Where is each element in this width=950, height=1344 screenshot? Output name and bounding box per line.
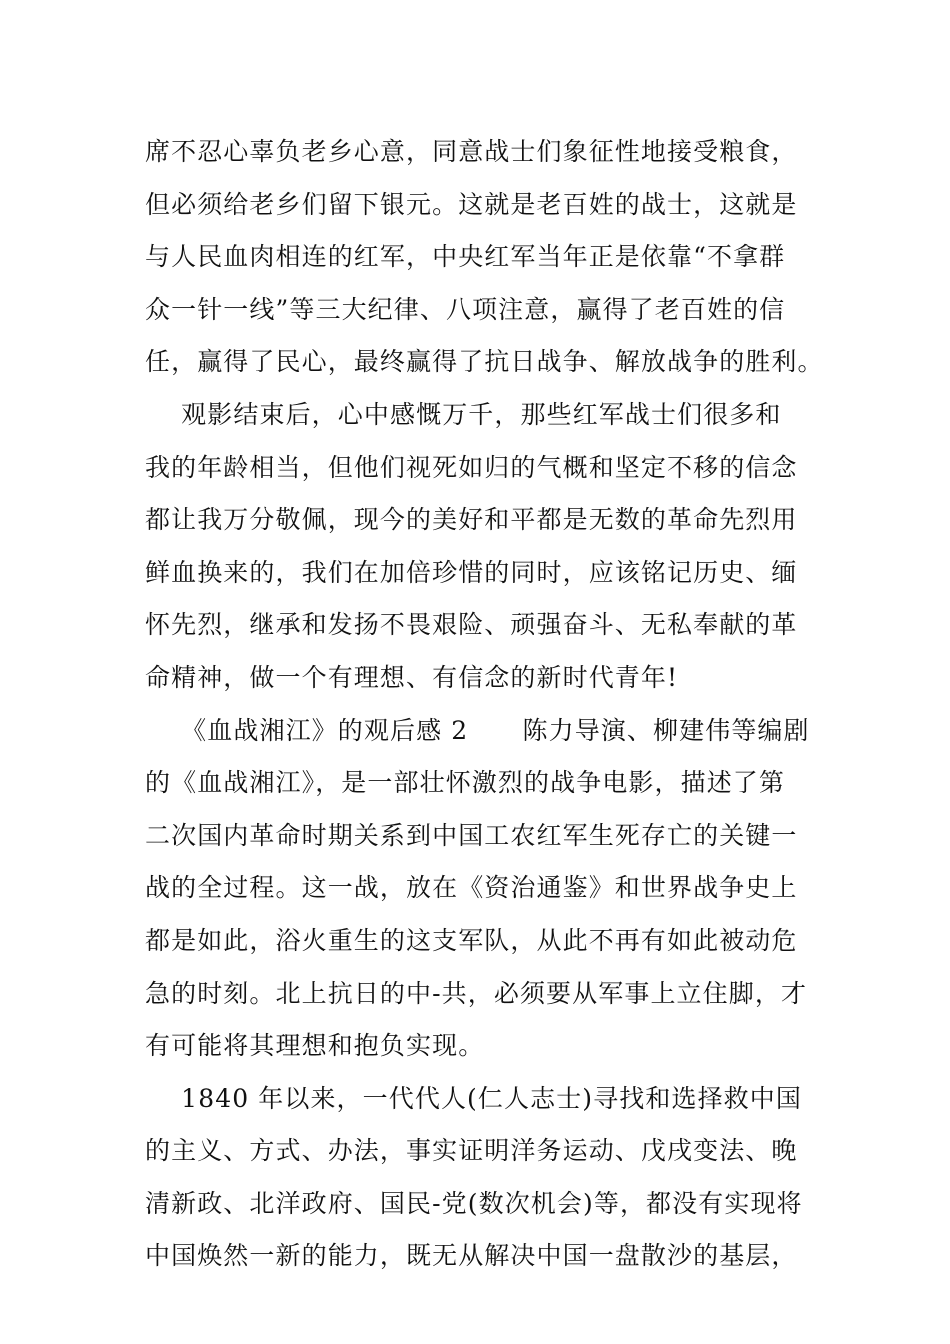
text-line: 的主义、方式、办法，事实证明洋务运动、戊戌变法、晚 xyxy=(145,1136,798,1166)
text-line: 战的全过程。这一战，放在《资治通鉴》和世界战争史上 xyxy=(145,873,798,903)
text-line: 但必须给老乡们留下银元。这就是老百姓的战士，这就是 xyxy=(145,189,798,219)
text-line: 我的年龄相当，但他们视死如归的气概和坚定不移的信念 xyxy=(145,452,798,482)
text-line: 都是如此，浴火重生的这支军队，从此不再有如此被动危 xyxy=(145,925,798,955)
text-line: 任，赢得了民心，最终赢得了抗日战争、解放战争的胜利。 xyxy=(145,347,824,377)
text-line: 的《血战湘江》，是一部壮怀激烈的战争电影，描述了第 xyxy=(145,768,786,798)
text-line: 中国焕然一新的能力，既无从解决中国一盘散沙的基层， xyxy=(145,1241,798,1271)
text-line: 席不忍心辜负老乡心意，同意战士们象征性地接受粮食， xyxy=(145,137,798,166)
text-line: 二次国内革命时期关系到中国工农红军生死存亡的关键一 xyxy=(145,820,798,850)
text-line: 众一针一线”等三大纪律、八项注意，赢得了老百姓的信 xyxy=(145,294,786,324)
text-line: 急的时刻。北上抗日的中-共，必须要从军事上立住脚，才 xyxy=(145,978,808,1008)
text-line: 观影结束后，心中感慨万千，那些红军战士们很多和 xyxy=(145,399,782,429)
text-line: 怀先烈，继承和发扬不畏艰险、顽强奋斗、无私奉献的革 xyxy=(145,610,798,640)
text-line: 都让我万分敬佩，现今的美好和平都是无数的革命先烈用 xyxy=(145,505,798,535)
text-line: 有可能将其理想和抱负实现。 xyxy=(145,1031,485,1061)
body-text xyxy=(145,126,824,1283)
text-line: 命精神，做一个有理想、有信念的新时代青年! xyxy=(145,662,679,692)
text-line: 《血战湘江》的观后感 2 陈力导演、柳建伟等编剧 xyxy=(145,715,810,745)
text-line: 清新政、北洋政府、国民-党(数次机会)等，都没有实现将 xyxy=(145,1188,803,1218)
text-line: 与人民血肉相连的红军，中央红军当年正是依靠“不拿群 xyxy=(145,242,786,272)
text-line: 1840 年以来，一代代人(仁人志士)寻找和选择救中国 xyxy=(145,1083,802,1113)
text-line: 鲜血换来的，我们在加倍珍惜的同时，应该铭记历史、缅 xyxy=(145,557,798,587)
